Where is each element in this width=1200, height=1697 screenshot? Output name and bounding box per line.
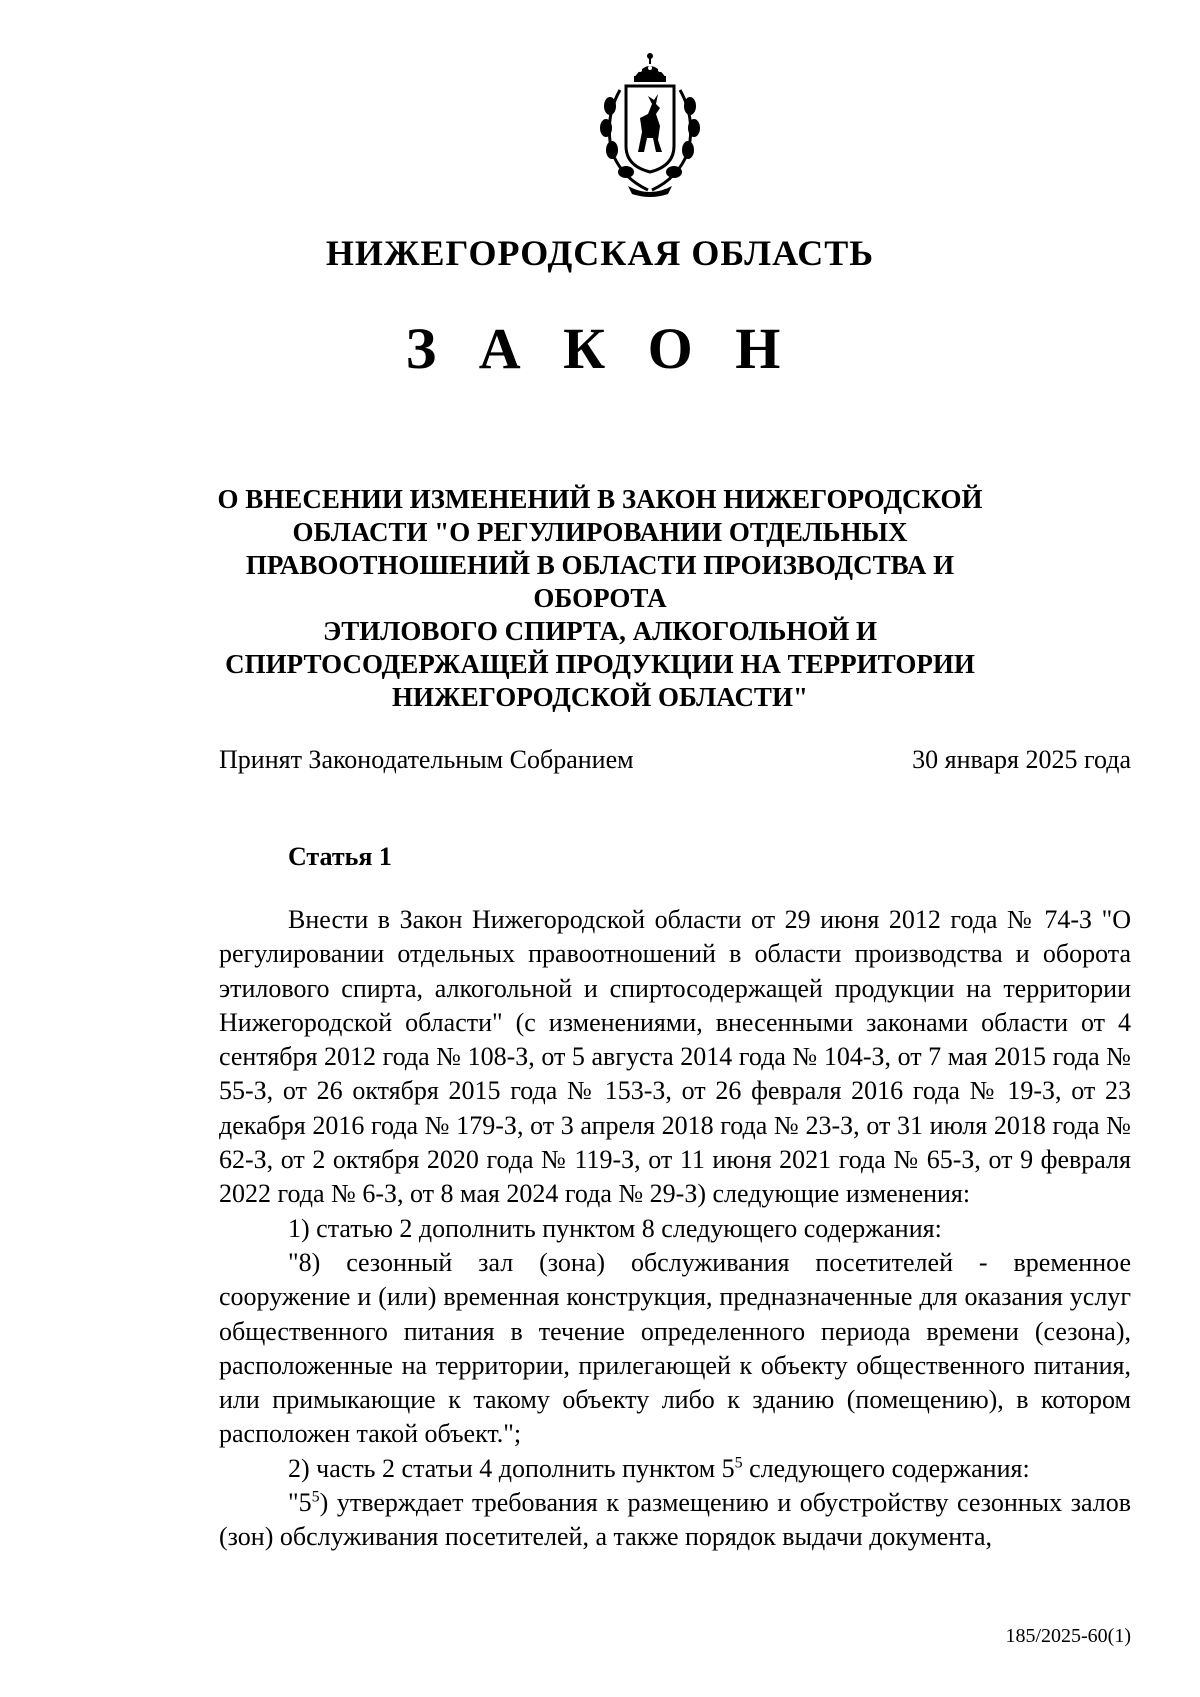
amendment-item-1-text: "8) сезонный зал (зона) обслуживания посетителей - временное сооружение и (или) временная конструкция, предназначенные для оказания услуг общественного питания в течение определенного периода времени (сезона), расположенные на территории, прилегающей к объекту общественного питания, или примыкающие к такому объекту либо к зданию (помещению), в котором расположен такой объект."; <box>219 1247 1131 1449</box>
title-line: НИЖЕГОРОДСКОЙ ОБЛАСТИ" <box>392 682 808 712</box>
title-line: СПИРТОСОДЕРЖАЩЕЙ ПРОДУКЦИИ НА ТЕРРИТОРИИ <box>225 649 975 679</box>
law-title <box>180 483 1020 714</box>
amendment-item-1: 1) статью 2 дополнить пунктом 8 следующего содержания: <box>288 1213 942 1243</box>
amendment-item-2: 2) часть 2 статьи 4 дополнить пунктом $5^5$ следующего содержания: <box>288 1453 1030 1483</box>
title-line: ОБЛАСТИ "О РЕГУЛИРОВАНИИ ОТДЕЛЬНЫХ <box>292 517 908 547</box>
document-type: З А К О Н <box>405 316 795 381</box>
amendment-item-2-text: "$5^5$) утверждает требования к размещению и обустройству сезонных залов (зон) обслуживания посетителей, а также порядок выдачи документа, <box>219 1488 1131 1552</box>
region-name: НИЖЕГОРОДСКАЯ ОБЛАСТЬ <box>325 233 875 273</box>
title-line: ЭТИЛОВОГО СПИРТА, АЛКОГОЛЬНОЙ И <box>322 616 878 646</box>
article-intro: Внести в Закон Нижегородской области от 29 июня 2012 года № 74-З "О регулировании отдельных правоотношений в области производства и оборота этилового спирта, алкогольной и спиртосодержащей продукции на территории Нижегородской области" (с изменениями, внесенными законами области от 4 сентября 2012 года № 108-З, от 5 августа 2014 года № 104-З, от 7 мая 2015 года № 55-З, от 26 октября 2015 года № 153-З, от 26 февраля 2016 года № 19-З, от 23 декабря 2016 года № 179-З, от 3 апреля 2018 года № 23-З, от 31 июля 2018 года № 62-З, от 2 октября 2020 года № 119-З, от 11 июня 2021 года № 65-З, от 9 февраля 2022 года № 6-З, от 8 мая 2024 года № 29-З) следующие изменения: <box>219 905 1131 1209</box>
title-line: ПРАВООТНОШЕНИЙ В ОБЛАСТИ ПРОИЗВОДСТВА И ОБОРОТА <box>245 550 955 613</box>
title-line: О ВНЕСЕНИИ ИЗМЕНЕНИЙ В ЗАКОН НИЖЕГОРОДСКОЙ <box>217 484 983 514</box>
adopted-by: Принят Законодательным Собранием <box>219 745 634 774</box>
coat-of-arms-icon <box>590 48 710 200</box>
adoption-date: 30 января 2025 года <box>912 745 1131 774</box>
adoption-line <box>219 745 1131 775</box>
article-heading: Статья 1 <box>288 842 392 871</box>
document-number: 185/2025-60(1) <box>1005 1625 1131 1647</box>
article-body <box>219 903 1131 1555</box>
